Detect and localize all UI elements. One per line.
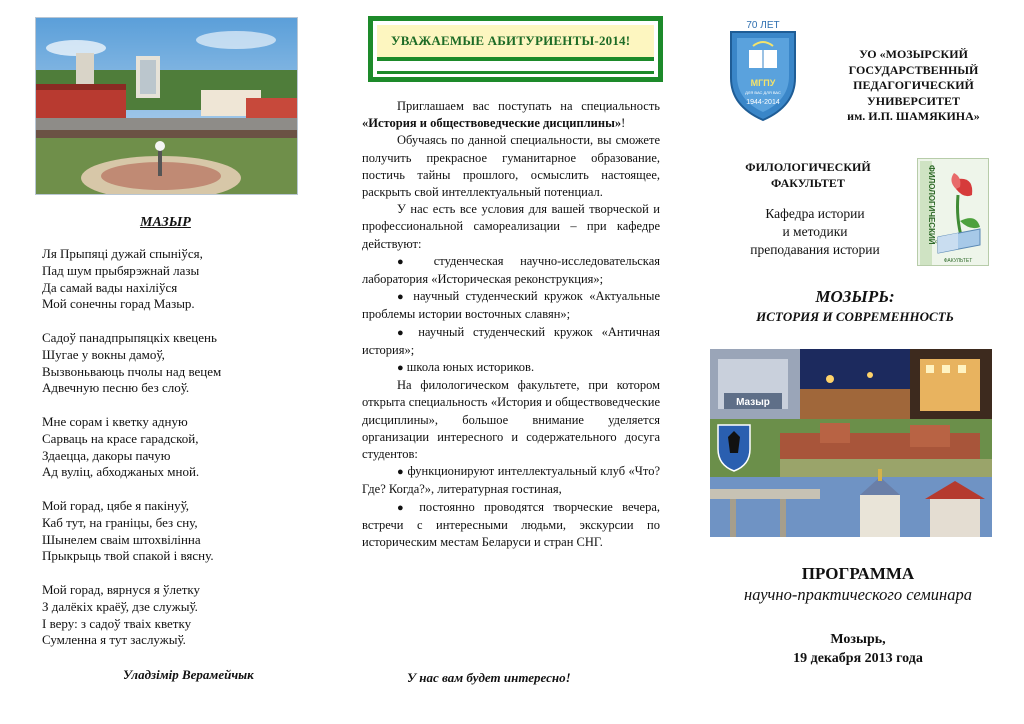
- poem-line: Пад шум прыбярэжнай лазы: [42, 262, 200, 278]
- department-name-line: и методики: [782, 224, 848, 239]
- emblem-motto: ДЛЯ ВАС ДЛЯ ВАС: [745, 90, 781, 95]
- city-view-illustration: [36, 18, 298, 195]
- bullet-icon: ●: [397, 291, 407, 304]
- study-paragraph: Обучаясь по данной специальности, вы сможете получить прекрасное гуманитарное образование, постичь тайны прошлого, осмыслить настоящее, раскрыть свой интеллектуальный потенциал.: [362, 133, 660, 200]
- emblem-years: 70 ЛЕТ: [746, 20, 780, 31]
- list-item: [362, 288, 660, 323]
- collage-sign-text: Мазыр: [736, 397, 770, 408]
- event-place-date: [700, 630, 1016, 668]
- poem-line: Прыкрыць твой спакой і вясну.: [42, 548, 214, 564]
- bullet-icon: ●: [397, 326, 410, 339]
- poem-line: Ля Прыпяці дужай спыніўся,: [42, 246, 203, 261]
- poem-line: Ад вуліц, абходжаных мной.: [42, 464, 200, 480]
- info-text: [362, 98, 660, 551]
- poem-line: Адвечную песню без слоў.: [42, 380, 190, 396]
- emblem-shield-icon: [727, 16, 799, 122]
- poem-stanza: [42, 498, 327, 565]
- poem-stanza: [42, 582, 327, 649]
- poem-stanza: [42, 330, 327, 397]
- university-name-line: им. И.П. ШАМЯКИНА»: [847, 109, 980, 123]
- faculty-name-line: ФИЛОЛОГИЧЕСКИЙ: [745, 160, 871, 174]
- faculty-flower-icon: [918, 159, 990, 267]
- faculty-logo-bottom: ФАКУЛЬТЕТ: [943, 258, 973, 264]
- university-name-line: УО «МОЗЫРСКИЙ: [859, 47, 968, 61]
- list-item: [362, 499, 660, 552]
- university-name-line: ПЕДАГОГИЧЕСКИЙ: [853, 78, 974, 92]
- faculty-logo-text: ФИЛОЛОГИЧЕСКИЙ: [927, 165, 936, 245]
- closing-line: У нас вам будет интересно!: [407, 670, 571, 685]
- leisure-activities-list: [362, 463, 660, 551]
- list-item: [362, 359, 660, 377]
- university-emblem: [727, 16, 799, 122]
- bullet-icon: ●: [397, 501, 410, 514]
- university-name-line: УНИВЕРСИТЕТ: [867, 93, 960, 108]
- list-item-text: школа юных историков.: [406, 360, 535, 375]
- conditions-paragraph: У нас есть все условия для вашей творческой и профессиональной самореализации – при кафедре действуют:: [362, 202, 660, 251]
- brochure-title: МОЗЫРЬ:: [815, 287, 895, 306]
- event-place: Мозырь,: [830, 632, 886, 647]
- poem-line: Здаецца, дакоры пачую: [42, 447, 171, 463]
- applicants-banner: [368, 16, 663, 82]
- poem-line: Мой сонечны горад Мазыр.: [42, 296, 195, 312]
- collage-illustration: [710, 349, 992, 537]
- mozyr-city-photo: [35, 17, 298, 195]
- emblem-dates: 1944-2014: [746, 99, 780, 106]
- brochure-subtitle: ИСТОРИЯ И СОВРЕМЕННОСТЬ: [756, 309, 954, 324]
- faculty-name: [728, 160, 888, 191]
- list-item-text: научный студенческий кружок «Актуальные проблемы истории восточных славян»;: [362, 289, 660, 322]
- poem-line: Каб тут, на граніцы, без сну,: [42, 514, 198, 530]
- bullet-icon: ●: [397, 362, 404, 375]
- poem-line: І веру: з садоў тваіх кветку: [42, 615, 192, 631]
- poem-stanza: [42, 246, 327, 313]
- poem-line: Мне сорам і кветку адную: [42, 413, 188, 429]
- left-panel: [0, 0, 340, 724]
- department-name-line: преподавания истории: [750, 242, 880, 257]
- poem-line: Да самай вады нахіліўся: [42, 279, 178, 295]
- poem-stanza: [42, 414, 327, 481]
- list-item-text: постоянно проводятся творческие вечера, встречи с интересными людьми, экскурсии по историческим местам Беларуси и стран СНГ.: [362, 499, 660, 550]
- poem-author: Уладзімір Верамейчык: [123, 667, 254, 682]
- program-heading: ПРОГРАММА: [801, 564, 915, 583]
- intro-end: !: [621, 116, 626, 131]
- poem-line: З далёкіх краёў, дзе служыў.: [42, 598, 198, 614]
- list-item: [362, 463, 660, 498]
- university-name: [826, 47, 1001, 125]
- faculty-name-line: ФАКУЛЬТЕТ: [771, 175, 845, 190]
- poem-line: Мой горад, цябе я пакінуў,: [42, 497, 190, 513]
- department-activities-list: [362, 253, 660, 377]
- poem: [42, 246, 327, 666]
- faculty-logo: [917, 158, 989, 266]
- program-subtitle: научно-практического семинара: [744, 585, 972, 604]
- poem-line: Сарваць на красе гарадской,: [42, 430, 199, 446]
- department-name-line: Кафедра истории: [765, 206, 865, 221]
- list-item: [362, 253, 660, 288]
- intro-text: Приглашаем вас поступать на специальность: [397, 99, 660, 113]
- list-item: [362, 324, 660, 359]
- intro-paragraph: [362, 98, 660, 132]
- bullet-icon: ●: [397, 255, 418, 268]
- poem-title: МАЗЫР: [140, 215, 191, 230]
- faculty-paragraph: На филологическом факультете, при котором открыта специальность «История и обществоведческие дисциплины», большое внимание уделяется организации интересного и содержательного досуга студентов:: [362, 378, 660, 462]
- list-item-text: функционируют интеллектуальный клуб «Что? Где? Когда?», литературная гостиная,: [362, 464, 660, 497]
- event-date: 19 декабря 2013 года: [793, 651, 923, 666]
- banner-header: [377, 25, 654, 61]
- poem-line: Сумленна я тут заслужыў.: [42, 632, 186, 648]
- university-name-line: ГОСУДАРСТВЕННЫЙ: [848, 62, 979, 77]
- poem-line: Шугае у вокны дамоў,: [42, 346, 165, 362]
- list-item-text: студенческая научно-исследовательская лаборатория «Историческая реконструкция»;: [362, 253, 660, 287]
- banner-title: УВАЖАЕМЫЕ АБИТУРИЕНТЫ-2014!: [391, 33, 631, 48]
- poem-line: Мой горад, вярнуся я ўлетку: [42, 581, 201, 597]
- emblem-abbr: МГПУ: [750, 78, 776, 88]
- poem-line: Садоў панадпрыпяцкіх квецень: [42, 329, 217, 345]
- banner-stripe: [377, 71, 654, 74]
- poem-line: Шынелем сваім штохвілінна: [42, 531, 201, 547]
- specialty-name: «История и обществоведческие дисциплины»: [362, 116, 622, 131]
- mozyr-photo-collage: [710, 349, 992, 537]
- list-item-text: научный студенческий кружок «Античная история»;: [362, 324, 660, 357]
- department-name: [735, 205, 895, 259]
- poem-line: Вызвоньваюць пчолы над вецем: [42, 363, 222, 379]
- bullet-icon: ●: [397, 466, 404, 479]
